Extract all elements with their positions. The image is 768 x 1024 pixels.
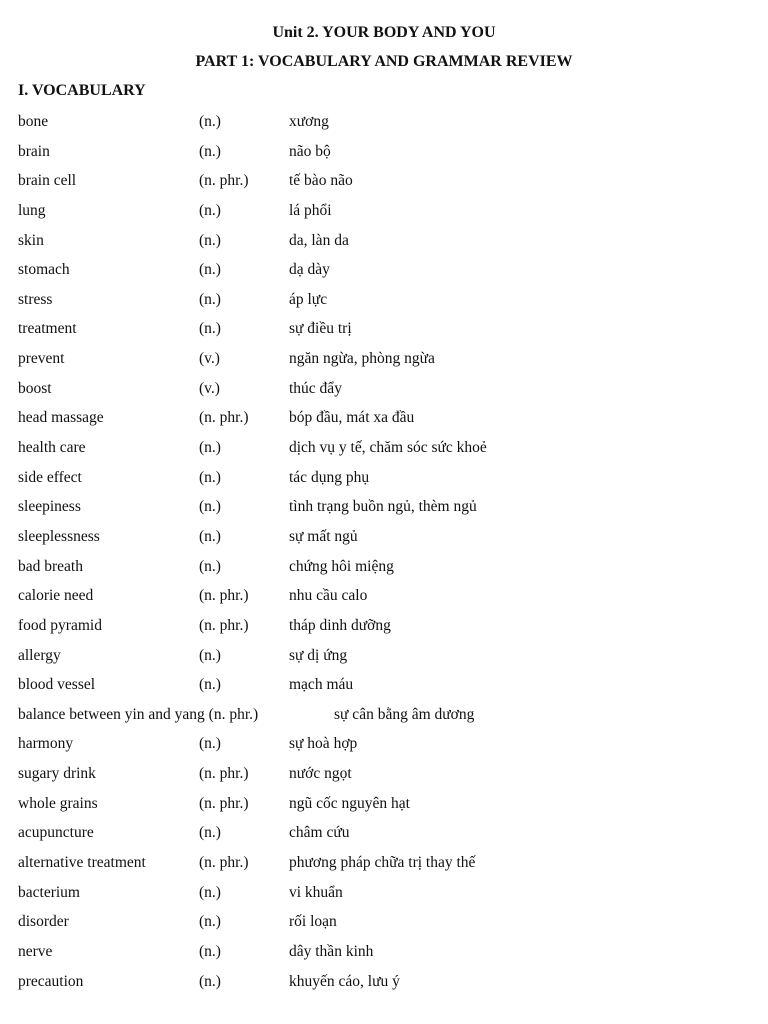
part-of-speech: (n.) (199, 972, 221, 990)
vocabulary-row (0, 764, 768, 794)
part-of-speech: (n. phr.) (199, 854, 249, 872)
vocabulary-row (0, 675, 768, 705)
vocabulary-meaning: sự dị ứng (289, 646, 348, 664)
vocabulary-meaning: ngũ cốc nguyên hạt (289, 794, 410, 812)
vocabulary-word: stomach (18, 261, 70, 279)
vocabulary-meaning: dây thần kinh (289, 942, 374, 960)
vocabulary-row (0, 497, 768, 527)
vocabulary-word: whole grains (18, 794, 98, 812)
vocabulary-row (0, 171, 768, 201)
vocabulary-word: head massage (18, 409, 104, 427)
vocabulary-row (0, 586, 768, 616)
vocabulary-meaning: dịch vụ y tế, chăm sóc sức khoẻ (289, 439, 487, 457)
part-title: PART 1: VOCABULARY AND GRAMMAR REVIEW (195, 53, 573, 70)
unit-title: Unit 2. YOUR BODY AND YOU (272, 24, 496, 41)
vocabulary-word: brain (18, 142, 50, 160)
vocabulary-meaning: xương (289, 113, 329, 130)
vocabulary-row (0, 408, 768, 438)
vocabulary-meaning: nước ngọt (289, 765, 352, 783)
vocabulary-row (0, 201, 768, 231)
vocabulary-word: nerve (18, 942, 53, 960)
vocabulary-word: blood vessel (18, 676, 96, 694)
vocabulary-word: bone (18, 113, 49, 130)
vocabulary-row (0, 734, 768, 764)
part-of-speech: (n.) (199, 142, 221, 160)
vocabulary-word: calorie need (18, 587, 94, 605)
vocabulary-row (0, 349, 768, 379)
vocabulary-row (0, 646, 768, 676)
vocabulary-meaning: tình trạng buồn ngủ, thèm ngủ (289, 498, 477, 516)
part-of-speech: (n.) (199, 646, 221, 664)
vocabulary-row (0, 438, 768, 468)
vocabulary-row (0, 942, 768, 972)
vocabulary-row (0, 912, 768, 942)
vocabulary-word: harmony (18, 735, 74, 753)
vocabulary-meaning: sự hoà hợp (289, 735, 358, 753)
vocabulary-row (0, 616, 768, 646)
vocabulary-word: prevent (18, 350, 65, 368)
vocabulary-word: food pyramid (18, 616, 102, 634)
vocabulary-word: boost (18, 379, 52, 397)
vocabulary-row (0, 794, 768, 824)
part-of-speech: (n.) (199, 468, 221, 486)
part-of-speech: (n.) (199, 113, 221, 130)
part-of-speech: (n.) (199, 735, 221, 753)
vocabulary-word: stress (18, 290, 53, 308)
vocabulary-meaning: châm cứu (289, 824, 350, 842)
part-of-speech: (v.) (199, 350, 220, 368)
vocabulary-word: skin (18, 231, 44, 249)
vocabulary-row (0, 260, 768, 290)
vocabulary-word: acupuncture (18, 824, 94, 842)
vocabulary-word: balance between yin and yang (n. phr.) (18, 705, 259, 723)
part-of-speech: (n.) (199, 883, 221, 901)
vocabulary-row (0, 379, 768, 409)
part-of-speech: (n.) (199, 942, 221, 960)
vocabulary-meaning: thúc đẩy (289, 379, 342, 397)
part-of-speech: (n. phr.) (199, 765, 249, 783)
part-of-speech: (v.) (199, 379, 220, 397)
vocabulary-meaning: khuyến cáo, lưu ý (289, 972, 400, 990)
part-of-speech: (n. phr.) (199, 172, 249, 190)
vocabulary-word: sleepiness (18, 498, 81, 516)
vocabulary-word: health care (18, 439, 86, 457)
vocabulary-word: brain cell (18, 172, 77, 190)
vocabulary-word: allergy (18, 646, 61, 664)
part-of-speech: (n.) (199, 527, 221, 545)
vocabulary-meaning: sự cân bằng âm dương (334, 705, 475, 723)
vocabulary-list (0, 112, 768, 1001)
part-of-speech: (n.) (199, 557, 221, 575)
vocabulary-meaning: tế bào não (289, 172, 353, 190)
vocabulary-row (0, 883, 768, 913)
vocabulary-word: alternative treatment (18, 854, 146, 872)
vocabulary-row (0, 527, 768, 557)
part-of-speech: (n. phr.) (199, 794, 249, 812)
part-of-speech: (n.) (199, 290, 221, 308)
vocabulary-meaning: da, làn da (289, 231, 349, 249)
vocabulary-meaning: áp lực (289, 290, 328, 308)
vocabulary-word: treatment (18, 320, 77, 338)
part-of-speech: (n.) (199, 913, 221, 931)
vocabulary-meaning: sự điều trị (289, 320, 352, 338)
vocabulary-meaning: vi khuẩn (289, 883, 343, 901)
vocabulary-word: disorder (18, 913, 69, 931)
vocabulary-word: precaution (18, 972, 84, 990)
part-of-speech: (n. phr.) (199, 616, 249, 634)
part-of-speech: (n.) (199, 201, 221, 219)
vocabulary-meaning: ngăn ngừa, phòng ngừa (289, 350, 435, 368)
vocabulary-meaning: chứng hôi miệng (289, 557, 394, 575)
part-of-speech: (n.) (199, 676, 221, 694)
vocabulary-meaning: bóp đầu, mát xa đầu (289, 409, 415, 427)
vocabulary-meaning: mạch máu (289, 676, 354, 694)
vocabulary-row (0, 231, 768, 261)
vocabulary-row (0, 705, 768, 735)
vocabulary-meaning: rối loạn (289, 913, 337, 931)
part-of-speech: (n. phr.) (199, 409, 249, 427)
vocabulary-word: side effect (18, 468, 82, 486)
vocabulary-word: bad breath (18, 557, 83, 575)
part-of-speech: (n.) (199, 439, 221, 457)
vocabulary-meaning: tác dụng phụ (289, 468, 370, 486)
vocabulary-row (0, 112, 768, 142)
vocabulary-meaning: lá phổi (289, 201, 332, 219)
vocabulary-row (0, 823, 768, 853)
vocabulary-meaning: tháp dinh dưỡng (289, 616, 391, 634)
vocabulary-row (0, 468, 768, 498)
vocabulary-word: bacterium (18, 883, 80, 901)
vocabulary-row (0, 319, 768, 349)
vocabulary-word: sugary drink (18, 765, 96, 783)
vocabulary-word: sleeplessness (18, 527, 100, 545)
vocabulary-meaning: dạ dày (289, 261, 330, 279)
vocabulary-row (0, 557, 768, 587)
part-of-speech: (n.) (199, 498, 221, 516)
vocabulary-row (0, 853, 768, 883)
vocabulary-row (0, 142, 768, 172)
vocabulary-meaning: phương pháp chữa trị thay thế (289, 854, 476, 872)
part-of-speech: (n.) (199, 320, 221, 338)
vocabulary-word: lung (18, 201, 46, 219)
part-of-speech: (n. phr.) (199, 587, 249, 605)
part-of-speech: (n.) (199, 261, 221, 279)
section-heading: I. VOCABULARY (18, 82, 146, 99)
part-of-speech: (n.) (199, 824, 221, 842)
part-of-speech: (n.) (199, 231, 221, 249)
vocabulary-row (0, 290, 768, 320)
vocabulary-meaning: nhu cầu calo (289, 587, 368, 605)
vocabulary-meaning: sự mất ngủ (289, 527, 358, 545)
vocabulary-meaning: não bộ (289, 142, 331, 160)
vocabulary-row (0, 972, 768, 1002)
